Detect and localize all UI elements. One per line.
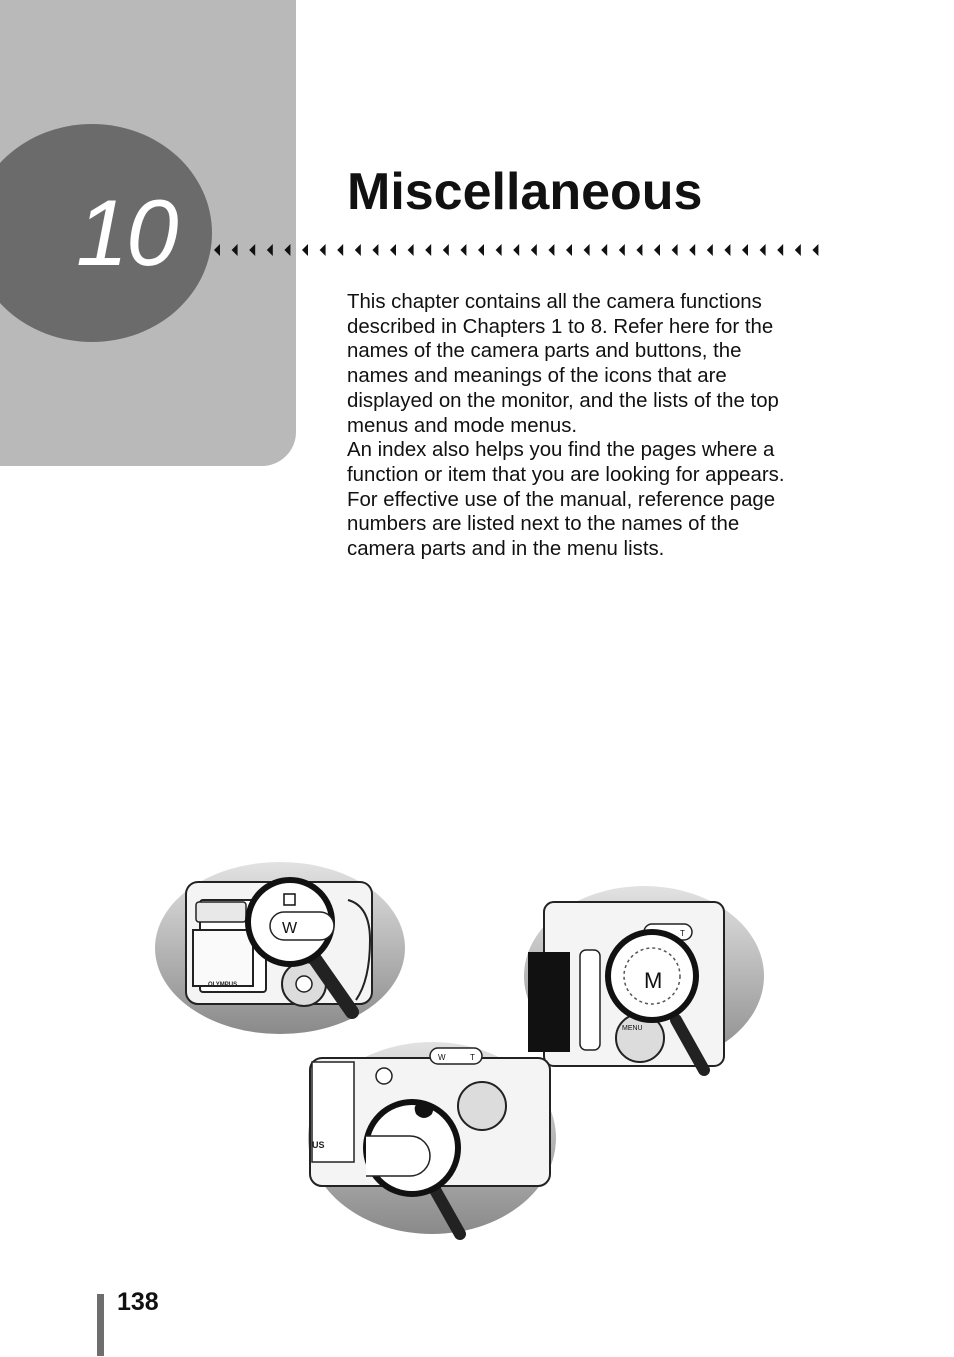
ok-button xyxy=(296,976,312,992)
zoom-t-label: T xyxy=(470,1053,475,1062)
zoom-w-label: W xyxy=(438,1053,446,1062)
arrow-glyph xyxy=(232,244,238,256)
arrow-glyph xyxy=(636,244,642,256)
arrow-glyph xyxy=(408,244,414,256)
arrow-glyph xyxy=(443,244,449,256)
camera-monitor xyxy=(193,930,253,986)
camera-back-illustration xyxy=(150,860,412,1040)
arrow-glyph xyxy=(548,244,554,256)
arrow-glyph xyxy=(724,244,730,256)
arrow-glyph xyxy=(812,244,818,256)
arrow-glyph xyxy=(372,244,378,256)
arrow-glyph xyxy=(707,244,713,256)
camera-macro-illustration xyxy=(306,1040,560,1240)
arrow-glyph xyxy=(742,244,748,256)
arrow-glyph xyxy=(689,244,695,256)
arrow-glyph xyxy=(355,244,361,256)
decorative-arrow-row xyxy=(214,240,838,260)
shutter-button xyxy=(376,1068,392,1084)
arrow-glyph xyxy=(267,244,273,256)
arrow-glyph xyxy=(320,244,326,256)
page-accent-bar xyxy=(97,1294,104,1356)
arrow-glyph xyxy=(619,244,625,256)
chapter-intro xyxy=(347,290,787,562)
chapter-number: 10 xyxy=(76,180,177,285)
w-label: W xyxy=(282,920,298,937)
arrow-glyph xyxy=(584,244,590,256)
arrow-glyph xyxy=(460,244,466,256)
mode-dial xyxy=(458,1082,506,1130)
arrow-glyph xyxy=(795,244,801,256)
zoom-t-label: T xyxy=(680,929,685,938)
arrow-glyph xyxy=(601,244,607,256)
button-column xyxy=(580,950,600,1050)
arrow-glyph xyxy=(214,244,220,256)
arrow-glyph xyxy=(672,244,678,256)
mode-m-label: M xyxy=(644,968,663,993)
arrow-glyph xyxy=(478,244,484,256)
chapter-title: Miscellaneous xyxy=(347,163,703,221)
arrow-glyph xyxy=(249,244,255,256)
arrow-glyph xyxy=(777,244,783,256)
viewfinder xyxy=(196,902,246,922)
camera-side-panel xyxy=(528,952,570,1052)
page-number: 138 xyxy=(117,1288,159,1316)
intro-paragraph-2: An index also helps you find the pages where a function or item that you are looking for appears. For effective use of the manual, reference page numbers are listed next to the names of the camera parts and in the menu lists. xyxy=(347,439,785,561)
arrow-glyph xyxy=(390,244,396,256)
zoom-w-button xyxy=(270,912,334,940)
macro-button xyxy=(366,1136,430,1176)
arrow-glyph xyxy=(654,244,660,256)
camera-mode-dial-illustration xyxy=(524,880,768,1080)
intro-paragraph-1: This chapter contains all the camera functions described in Chapters 1 to 8. Refer here for the names of the camera parts and buttons, the names and meanings of the icons that are displayed on the monitor, and the lists of the top menus and mode menus. xyxy=(347,291,779,437)
menu-label: MENU xyxy=(622,1025,643,1032)
arrow-glyph xyxy=(425,244,431,256)
arrow-glyph xyxy=(337,244,343,256)
arrow-glyph xyxy=(513,244,519,256)
brand-label: OLYMPUS xyxy=(208,982,238,988)
brand-fragment: US xyxy=(312,1140,325,1150)
arrow-glyph xyxy=(760,244,766,256)
arrow-glyph xyxy=(302,244,308,256)
arrow-glyph xyxy=(496,244,502,256)
arrow-glyph xyxy=(531,244,537,256)
arrow-glyph xyxy=(566,244,572,256)
arrow-glyph xyxy=(284,244,290,256)
